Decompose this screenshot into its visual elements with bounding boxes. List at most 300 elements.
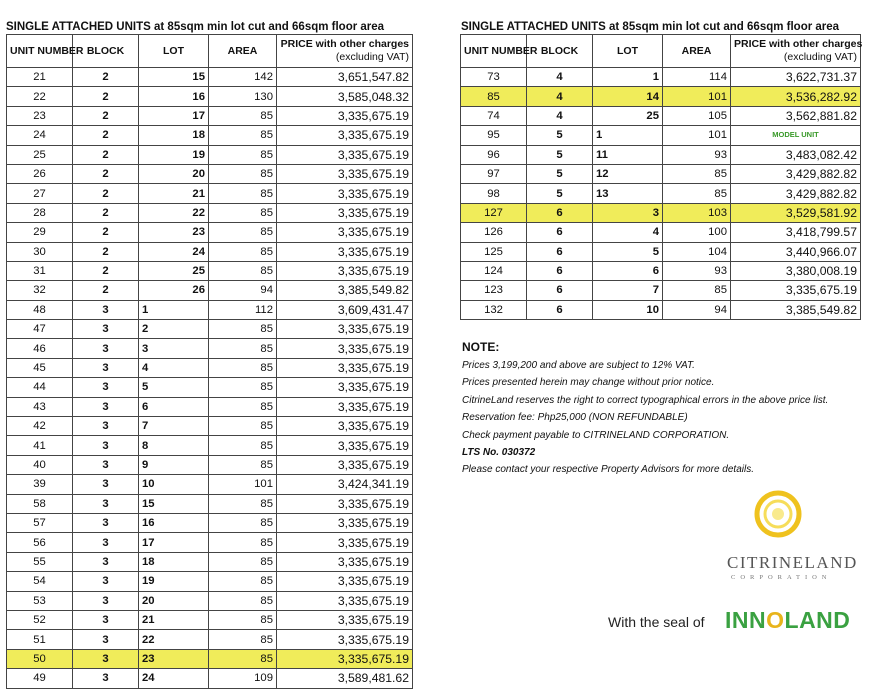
unit-number-cell: 43 [7, 397, 73, 416]
block-cell: 6 [527, 281, 593, 300]
note-title: NOTE: [462, 340, 500, 354]
area-cell: 85 [209, 591, 277, 610]
table-row [461, 145, 861, 164]
header-price-label: PRICE with other charges [280, 38, 409, 50]
area-cell: 85 [209, 339, 277, 358]
block-cell: 3 [73, 436, 139, 455]
table-row [7, 494, 413, 513]
header-price [731, 35, 861, 68]
table-row [7, 591, 413, 610]
table-row [7, 106, 413, 125]
unit-number-cell: 27 [7, 184, 73, 203]
unit-number-cell: 57 [7, 513, 73, 532]
note-line: Check payment payable to CITRINELAND CORPORATION. [462, 429, 730, 441]
block-cell: 3 [73, 455, 139, 474]
lot-cell: 15 [139, 68, 209, 87]
area-cell: 114 [663, 68, 731, 87]
note-line: Prices 3,199,200 and above are subject to 12% VAT. [462, 360, 695, 371]
price-cell: 3,335,675.19 [277, 339, 413, 358]
block-cell: 3 [73, 649, 139, 668]
area-cell: 85 [209, 223, 277, 242]
table-header-row [7, 35, 413, 68]
unit-number-cell: 21 [7, 68, 73, 87]
header-block: BLOCK [73, 35, 139, 68]
table-row [461, 261, 861, 280]
lot-cell: 14 [593, 87, 663, 106]
table-row [7, 203, 413, 222]
unit-number-cell: 125 [461, 242, 527, 261]
unit-number-cell: 58 [7, 494, 73, 513]
lot-cell: 17 [139, 533, 209, 552]
area-cell: 93 [663, 145, 731, 164]
price-cell: 3,335,675.19 [277, 494, 413, 513]
lot-cell: 18 [139, 126, 209, 145]
unit-number-cell: 54 [7, 572, 73, 591]
block-cell: 2 [73, 145, 139, 164]
block-cell: 3 [73, 552, 139, 571]
area-cell: 85 [209, 533, 277, 552]
table-row [7, 300, 413, 319]
table-row [461, 164, 861, 183]
lot-cell: 16 [139, 513, 209, 532]
unit-number-cell: 25 [7, 145, 73, 164]
table-row [461, 300, 861, 319]
unit-number-cell: 41 [7, 436, 73, 455]
area-cell: 101 [663, 87, 731, 106]
price-cell: 3,335,675.19 [277, 358, 413, 377]
header-price-sub: (excluding VAT) [783, 51, 857, 63]
area-cell: 93 [663, 261, 731, 280]
area-cell: 101 [209, 475, 277, 494]
unit-number-cell: 132 [461, 300, 527, 319]
lot-cell: 6 [593, 261, 663, 280]
block-cell: 3 [73, 591, 139, 610]
lot-cell: 4 [593, 223, 663, 242]
price-cell: 3,335,675.19 [277, 455, 413, 474]
unit-number-cell: 26 [7, 164, 73, 183]
unit-number-cell: 124 [461, 261, 527, 280]
price-cell: 3,562,881.82 [731, 106, 861, 125]
right-price-table [460, 34, 861, 320]
block-cell: 2 [73, 87, 139, 106]
area-cell: 103 [663, 203, 731, 222]
lot-cell: 23 [139, 649, 209, 668]
table-row [7, 669, 413, 688]
unit-number-cell: 74 [461, 106, 527, 125]
innoland-o: O [766, 607, 785, 633]
block-cell: 3 [73, 610, 139, 629]
table-row [461, 242, 861, 261]
unit-number-cell: 50 [7, 649, 73, 668]
unit-number-cell: 23 [7, 106, 73, 125]
price-cell: 3,335,675.19 [277, 203, 413, 222]
price-cell: 3,424,341.19 [277, 475, 413, 494]
area-cell: 130 [209, 87, 277, 106]
unit-number-cell: 51 [7, 630, 73, 649]
lot-cell: 10 [139, 475, 209, 494]
area-cell: 85 [209, 242, 277, 261]
area-cell: 104 [663, 242, 731, 261]
area-cell: 85 [209, 164, 277, 183]
table-row [7, 610, 413, 629]
header-block: BLOCK [527, 35, 593, 68]
unit-number-cell: 95 [461, 126, 527, 145]
lot-cell: 12 [593, 164, 663, 183]
block-cell: 2 [73, 126, 139, 145]
lot-cell: 19 [139, 145, 209, 164]
block-cell: 2 [73, 242, 139, 261]
lot-cell: 25 [593, 106, 663, 125]
left-price-table [6, 34, 413, 689]
area-cell: 94 [663, 300, 731, 319]
area-cell: 105 [663, 106, 731, 125]
table-row [7, 513, 413, 532]
area-cell: 85 [209, 494, 277, 513]
lot-cell: 8 [139, 436, 209, 455]
header-price-label: PRICE with other charges [734, 38, 863, 50]
table-row [461, 126, 861, 145]
block-cell: 4 [527, 68, 593, 87]
table-row [7, 475, 413, 494]
table-row [7, 87, 413, 106]
area-cell: 142 [209, 68, 277, 87]
price-cell: 3,609,431.47 [277, 300, 413, 319]
lot-cell: 21 [139, 184, 209, 203]
table-row [461, 106, 861, 125]
unit-number-cell: 96 [461, 145, 527, 164]
block-cell: 2 [73, 223, 139, 242]
price-cell: 3,380,008.19 [731, 261, 861, 280]
block-cell: 5 [527, 145, 593, 164]
table-row [7, 242, 413, 261]
price-cell: 3,335,675.19 [277, 610, 413, 629]
block-cell: 3 [73, 397, 139, 416]
table-row [7, 126, 413, 145]
block-cell: 4 [527, 87, 593, 106]
unit-number-cell: 44 [7, 378, 73, 397]
lot-cell: 16 [139, 87, 209, 106]
lot-cell: 2 [139, 320, 209, 339]
left-table-title: SINGLE ATTACHED UNITS at 85sqm min lot cut and 66sqm floor area [6, 21, 385, 33]
lot-cell: 5 [593, 242, 663, 261]
block-cell: 5 [527, 126, 593, 145]
price-cell: 3,483,082.42 [731, 145, 861, 164]
unit-number-cell: 123 [461, 281, 527, 300]
area-cell: 85 [209, 630, 277, 649]
unit-number-cell: 98 [461, 184, 527, 203]
note-line: Reservation fee: Php25,000 (NON REFUNDABLE) [462, 412, 688, 424]
lot-cell: 11 [593, 145, 663, 164]
area-cell: 85 [209, 649, 277, 668]
header-unit-number: UNIT NUMBER [7, 35, 73, 68]
unit-number-cell: 127 [461, 203, 527, 222]
table-row [7, 223, 413, 242]
note-section [462, 340, 828, 482]
lot-cell: 1 [593, 68, 663, 87]
price-cell: 3,335,675.19 [277, 630, 413, 649]
unit-number-cell: 42 [7, 417, 73, 436]
lot-cell: 19 [139, 572, 209, 591]
lot-cell: 24 [139, 242, 209, 261]
header-lot: LOT [593, 35, 663, 68]
area-cell: 85 [209, 417, 277, 436]
price-cell: 3,335,675.19 [277, 513, 413, 532]
seal-text: With the seal of [608, 614, 705, 630]
price-cell: 3,622,731.37 [731, 68, 861, 87]
price-cell: 3,529,581.92 [731, 203, 861, 222]
block-cell: 2 [73, 184, 139, 203]
price-cell: 3,335,675.19 [277, 261, 413, 280]
block-cell: 6 [527, 223, 593, 242]
block-cell: 2 [73, 164, 139, 183]
block-cell: 3 [73, 320, 139, 339]
area-cell: 85 [663, 281, 731, 300]
lot-cell: 13 [593, 184, 663, 203]
unit-number-cell: 49 [7, 669, 73, 688]
innoland-logo [725, 607, 850, 634]
block-cell: 5 [527, 164, 593, 183]
block-cell: 3 [73, 572, 139, 591]
note-contact: Please contact your respective Property Advisors for more details. [462, 464, 754, 476]
unit-number-cell: 46 [7, 339, 73, 358]
header-area: AREA [209, 35, 277, 68]
lot-cell: 3 [139, 339, 209, 358]
area-cell: 85 [209, 106, 277, 125]
header-price [277, 35, 413, 68]
unit-number-cell: 53 [7, 591, 73, 610]
citrineland-logo-icon [752, 488, 804, 540]
price-cell: 3,335,675.19 [277, 106, 413, 125]
block-cell: 3 [73, 475, 139, 494]
unit-number-cell: 97 [461, 164, 527, 183]
table-row [461, 223, 861, 242]
header-price-sub: (excluding VAT) [335, 51, 409, 63]
table-row [461, 87, 861, 106]
unit-number-cell: 85 [461, 87, 527, 106]
block-cell: 3 [73, 533, 139, 552]
lot-cell: 22 [139, 630, 209, 649]
lot-cell: 17 [139, 106, 209, 125]
price-cell: 3,440,966.07 [731, 242, 861, 261]
area-cell: 85 [209, 572, 277, 591]
lot-cell: 26 [139, 281, 209, 300]
block-cell: 3 [73, 358, 139, 377]
model-unit-label: MODEL UNIT [772, 130, 819, 140]
innoland-pre: INN [725, 607, 767, 633]
right-table-title: SINGLE ATTACHED UNITS at 85sqm min lot cut and 66sqm floor area [461, 21, 840, 33]
lts-number: LTS No. 030372 [462, 446, 536, 458]
table-row [7, 145, 413, 164]
lot-cell: 24 [139, 669, 209, 688]
price-cell: 3,335,675.19 [277, 126, 413, 145]
unit-number-cell: 32 [7, 281, 73, 300]
header-area: AREA [663, 35, 731, 68]
price-cell: 3,585,048.32 [277, 87, 413, 106]
table-row [7, 164, 413, 183]
price-cell: 3,536,282.92 [731, 87, 861, 106]
unit-number-cell: 40 [7, 455, 73, 474]
price-cell: 3,418,799.57 [731, 223, 861, 242]
header-lot: LOT [139, 35, 209, 68]
block-cell: 6 [527, 300, 593, 319]
price-cell: 3,335,675.19 [277, 552, 413, 571]
price-cell: 3,335,675.19 [731, 281, 861, 300]
price-cell: 3,335,675.19 [277, 378, 413, 397]
lot-cell: 25 [139, 261, 209, 280]
price-cell: 3,385,549.82 [731, 300, 861, 319]
table-row [7, 320, 413, 339]
price-cell: 3,335,675.19 [277, 145, 413, 164]
price-cell: 3,335,675.19 [277, 533, 413, 552]
area-cell: 85 [209, 126, 277, 145]
area-cell: 85 [209, 436, 277, 455]
table-row [7, 358, 413, 377]
price-cell: 3,335,675.19 [277, 320, 413, 339]
table-row [7, 649, 413, 668]
lot-cell: 15 [139, 494, 209, 513]
block-cell: 2 [73, 261, 139, 280]
area-cell: 85 [209, 320, 277, 339]
price-cell: 3,335,675.19 [277, 417, 413, 436]
price-cell [731, 126, 861, 145]
table-row [7, 281, 413, 300]
block-cell: 6 [527, 261, 593, 280]
lot-cell: 9 [139, 455, 209, 474]
lot-cell: 18 [139, 552, 209, 571]
lot-cell: 1 [593, 126, 663, 145]
lot-cell: 23 [139, 223, 209, 242]
price-cell: 3,335,675.19 [277, 242, 413, 261]
unit-number-cell: 22 [7, 87, 73, 106]
price-cell: 3,385,549.82 [277, 281, 413, 300]
price-cell: 3,429,882.82 [731, 164, 861, 183]
price-cell: 3,335,675.19 [277, 436, 413, 455]
block-cell: 2 [73, 203, 139, 222]
price-cell: 3,651,547.82 [277, 68, 413, 87]
price-cell: 3,335,675.19 [277, 223, 413, 242]
lot-cell: 3 [593, 203, 663, 222]
block-cell: 2 [73, 281, 139, 300]
block-cell: 3 [73, 494, 139, 513]
price-cell: 3,335,675.19 [277, 591, 413, 610]
unit-number-cell: 56 [7, 533, 73, 552]
lot-cell: 21 [139, 610, 209, 629]
table-row [7, 261, 413, 280]
area-cell: 94 [209, 281, 277, 300]
lot-cell: 7 [593, 281, 663, 300]
lot-cell: 5 [139, 378, 209, 397]
table-row [7, 378, 413, 397]
unit-number-cell: 55 [7, 552, 73, 571]
table-row [7, 552, 413, 571]
area-cell: 85 [209, 455, 277, 474]
unit-number-cell: 45 [7, 358, 73, 377]
area-cell: 101 [663, 126, 731, 145]
unit-number-cell: 47 [7, 320, 73, 339]
lot-cell: 22 [139, 203, 209, 222]
block-cell: 3 [73, 378, 139, 397]
table-row [461, 203, 861, 222]
block-cell: 3 [73, 417, 139, 436]
unit-number-cell: 48 [7, 300, 73, 319]
table-row [461, 184, 861, 203]
price-cell: 3,335,675.19 [277, 184, 413, 203]
citrineland-corporation-text: CORPORATION [731, 574, 832, 581]
lot-cell: 4 [139, 358, 209, 377]
table-row [7, 533, 413, 552]
table-row [461, 281, 861, 300]
block-cell: 6 [527, 203, 593, 222]
unit-number-cell: 28 [7, 203, 73, 222]
block-cell: 3 [73, 300, 139, 319]
table-row [461, 68, 861, 87]
lot-cell: 1 [139, 300, 209, 319]
area-cell: 85 [209, 145, 277, 164]
area-cell: 85 [209, 358, 277, 377]
block-cell: 3 [73, 513, 139, 532]
area-cell: 85 [209, 184, 277, 203]
area-cell: 85 [209, 397, 277, 416]
block-cell: 4 [527, 106, 593, 125]
unit-number-cell: 126 [461, 223, 527, 242]
block-cell: 2 [73, 106, 139, 125]
lot-cell: 7 [139, 417, 209, 436]
block-cell: 3 [73, 339, 139, 358]
price-cell: 3,589,481.62 [277, 669, 413, 688]
table-header-row [461, 35, 861, 68]
citrineland-logo-text: CITRINELAND [727, 553, 858, 572]
header-unit-number: UNIT NUMBER [461, 35, 527, 68]
table-row [7, 68, 413, 87]
table-row [7, 572, 413, 591]
price-cell: 3,335,675.19 [277, 164, 413, 183]
unit-number-cell: 52 [7, 610, 73, 629]
area-cell: 85 [663, 184, 731, 203]
price-cell: 3,429,882.82 [731, 184, 861, 203]
area-cell: 85 [209, 552, 277, 571]
innoland-post: LAND [784, 607, 851, 633]
unit-number-cell: 31 [7, 261, 73, 280]
lot-cell: 20 [139, 591, 209, 610]
area-cell: 85 [209, 610, 277, 629]
block-cell: 5 [527, 184, 593, 203]
block-cell: 3 [73, 630, 139, 649]
block-cell: 6 [527, 242, 593, 261]
unit-number-cell: 30 [7, 242, 73, 261]
block-cell: 3 [73, 669, 139, 688]
table-row [7, 417, 413, 436]
area-cell: 85 [209, 513, 277, 532]
note-line: Prices presented herein may change without prior notice. [462, 377, 715, 389]
price-cell: 3,335,675.19 [277, 649, 413, 668]
area-cell: 85 [209, 203, 277, 222]
lot-cell: 6 [139, 397, 209, 416]
area-cell: 109 [209, 669, 277, 688]
table-row [7, 455, 413, 474]
area-cell: 85 [209, 261, 277, 280]
table-row [7, 630, 413, 649]
block-cell: 2 [73, 68, 139, 87]
area-cell: 85 [209, 378, 277, 397]
table-row [7, 397, 413, 416]
note-line: CitrineLand reserves the right to correct typographical errors in the above price list. [462, 394, 829, 406]
unit-number-cell: 24 [7, 126, 73, 145]
area-cell: 85 [663, 164, 731, 183]
lot-cell: 20 [139, 164, 209, 183]
table-row [7, 436, 413, 455]
area-cell: 112 [209, 300, 277, 319]
table-row [7, 184, 413, 203]
